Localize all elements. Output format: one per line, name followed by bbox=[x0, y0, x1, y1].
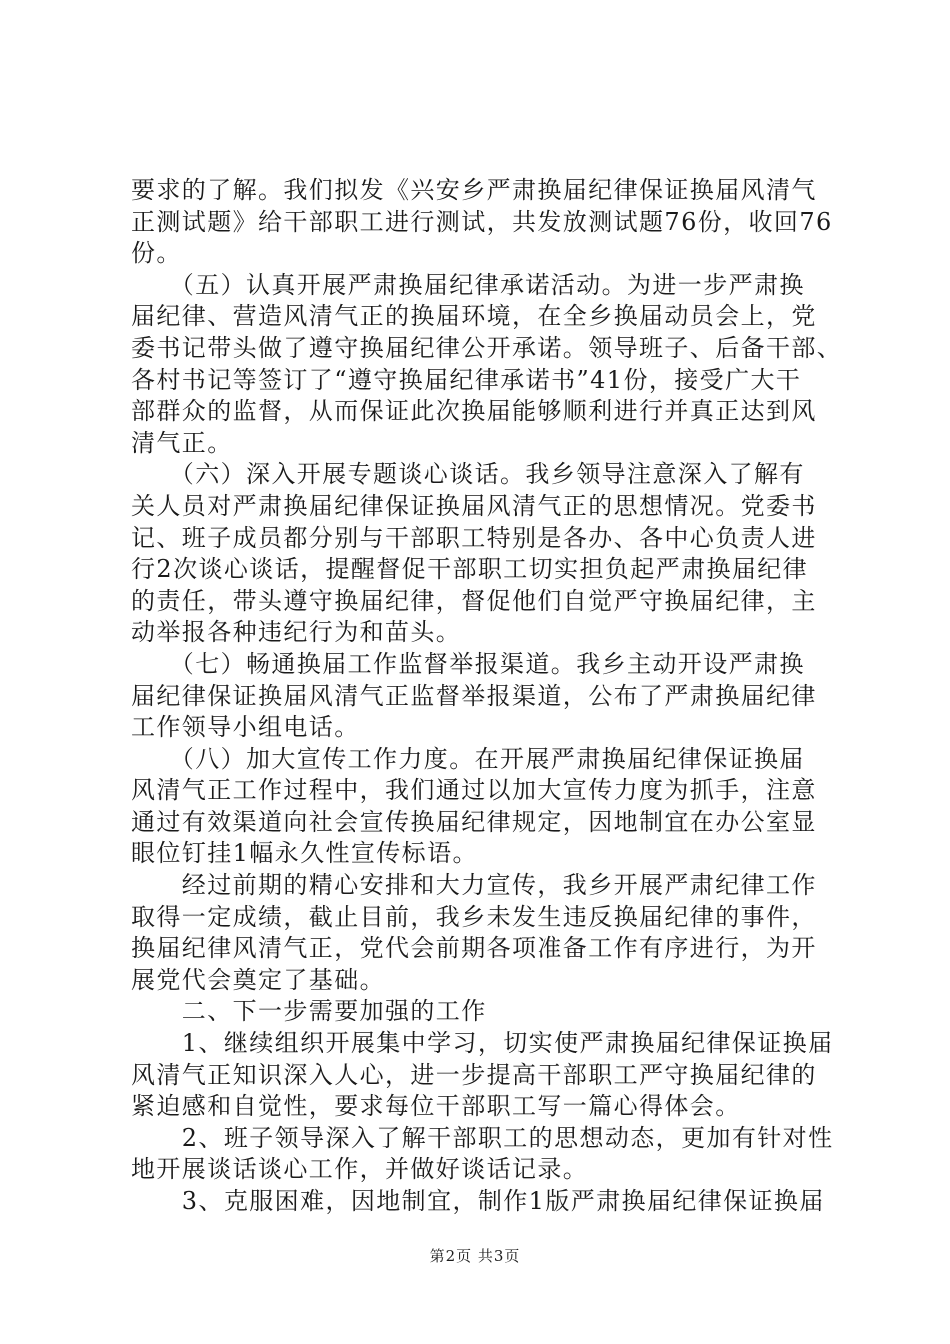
text-line-27: 二、下一步需要加强的工作 bbox=[131, 997, 487, 1026]
text-line-30: 紧迫感和自觉性，要求每位干部职工写一篇心得体会。 bbox=[131, 1092, 741, 1121]
text-line-13: 行2次谈心谈话，提醒督促干部职工切实担负起严肃换届纪律 bbox=[131, 555, 809, 584]
text-line-9: 清气正。 bbox=[131, 428, 233, 457]
text-line-20: 风清气正工作过程中，我们通过以加大宣传力度为抓手，注意 bbox=[131, 776, 817, 805]
text-line-12: 记、班子成员都分别与干部职工特别是各办、各中心负责人进 bbox=[131, 523, 817, 552]
text-line-29: 风清气正知识深入人心，进一步提高干部职工严守换届纪律的 bbox=[131, 1060, 817, 1089]
text-line-22: 眼位钉挂1幅永久性宣传标语。 bbox=[131, 839, 478, 868]
body-text bbox=[131, 175, 843, 1218]
text-line-7: 各村书记等签订了“遵守换届纪律承诺书”41份，接受广大干 bbox=[131, 365, 802, 394]
text-line-23: 经过前期的精心安排和大力宣传，我乡开展严肃纪律工作 bbox=[131, 871, 817, 900]
text-line-21: 通过有效渠道向社会宣传换届纪律规定，因地制宜在办公室显 bbox=[131, 807, 817, 836]
text-line-2: 正测试题》给干部职工进行测试，共发放测试题76份，收回76 bbox=[131, 207, 833, 236]
text-line-19: （八）加大宣传工作力度。在开展严肃换届纪律保证换届 bbox=[131, 744, 805, 773]
text-line-10: （六）深入开展专题谈心谈话。我乡领导注意深入了解有 bbox=[131, 460, 805, 489]
text-line-28: 1、继续组织开展集中学习，切实使严肃换届纪律保证换届 bbox=[131, 1029, 834, 1058]
page-footer: 第2页 共3页 bbox=[429, 1247, 521, 1265]
text-line-33: 3、克服困难，因地制宜，制作1版严肃换届纪律保证换届 bbox=[131, 1187, 825, 1215]
text-line-16: （七）畅通换届工作监督举报渠道。我乡主动开设严肃换 bbox=[131, 649, 805, 678]
text-line-1: 要求的了解。我们拟发《兴安乡严肃换届纪律保证换届风清气 bbox=[131, 176, 817, 204]
text-line-8: 部群众的监督，从而保证此次换届能够顺利进行并真正达到风 bbox=[131, 397, 817, 426]
text-line-4: （五）认真开展严肃换届纪律承诺活动。为进一步严肃换 bbox=[131, 270, 805, 299]
text-line-32: 地开展谈话谈心工作，并做好谈话记录。 bbox=[131, 1155, 589, 1184]
text-line-5: 届纪律、营造风清气正的换届环境，在全乡换届动员会上，党 bbox=[131, 302, 817, 331]
text-line-24: 取得一定成绩，截止目前，我乡未发生违反换届纪律的事件， bbox=[131, 902, 817, 931]
text-line-31: 2、班子领导深入了解干部职工的思想动态，更加有针对性 bbox=[131, 1123, 834, 1152]
text-line-18: 工作领导小组电话。 bbox=[131, 713, 360, 742]
text-line-14: 的责任，带头遵守换届纪律，督促他们自觉严守换届纪律，主 bbox=[131, 586, 817, 615]
text-line-25: 换届纪律风清气正，党代会前期各项准备工作有序进行，为开 bbox=[131, 934, 817, 963]
text-line-17: 届纪律保证换届风清气正监督举报渠道，公布了严肃换届纪律 bbox=[131, 681, 817, 710]
text-line-3: 份。 bbox=[131, 239, 182, 268]
text-line-6: 委书记带头做了遵守换届纪律公开承诺。领导班子、后备干部、 bbox=[131, 333, 843, 362]
text-line-26: 展党代会奠定了基础。 bbox=[131, 965, 385, 994]
text-line-11: 关人员对严肃换届纪律保证换届风清气正的思想情况。党委书 bbox=[131, 491, 817, 520]
text-line-15: 动举报各种违纪行为和苗头。 bbox=[131, 618, 462, 647]
